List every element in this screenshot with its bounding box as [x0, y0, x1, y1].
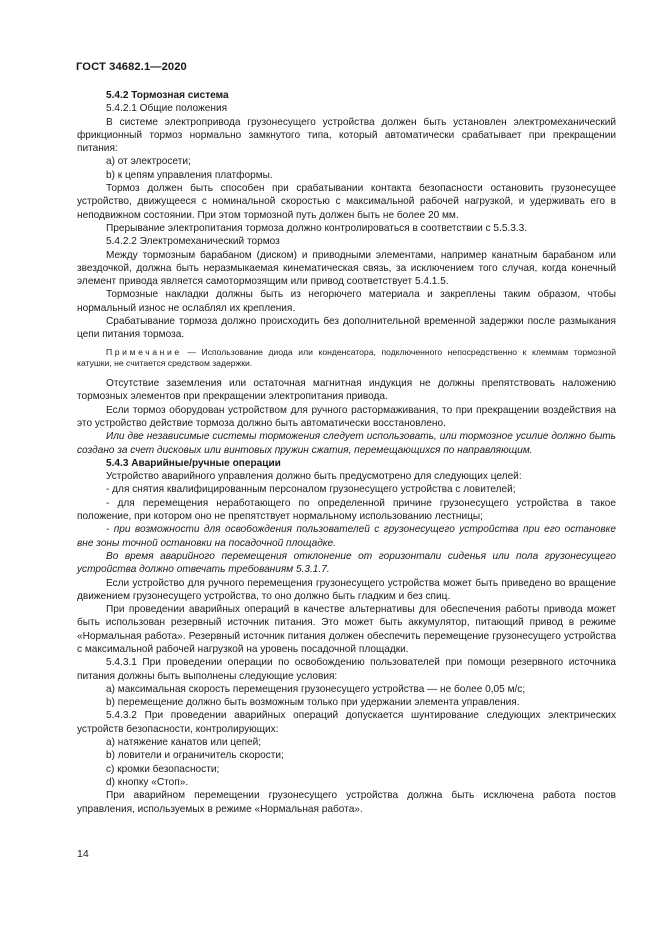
list-item: a) натяжение канатов или цепей;: [106, 737, 262, 749]
paragraph: Тормозные накладки должны быть из негорючего материала и закреплены таким образом, чтобы нормальный износ не ослаблял их крепления.: [77, 289, 616, 314]
note: [77, 347, 616, 370]
section-heading-brake-system: 5.4.2 Тормозная система: [106, 90, 229, 101]
paragraph: Срабатывание тормоза должно происходить без дополнительной временной задержки после размыкания цепи питания тормоза.: [77, 316, 616, 341]
paragraph: Если тормоз оборудован устройством для ручного растормаживания, то при прекращении воздействия на это устройство действие тормоза должно быть автоматически восстановлено.: [77, 404, 616, 429]
note-text: — Использование диода или конденсатора, подключенного непосредственно к клеммам тормозной катушки, не считается средством задержки.: [77, 346, 616, 369]
note-label: Примечание: [106, 346, 182, 357]
list-item-italic: - при возможности для освобождения пользователей с грузонесущего устройства при его остановке вне зоны точной остановки на посадочной площадке.: [77, 524, 616, 549]
list-item: d) кнопку «Стоп».: [106, 776, 189, 788]
paragraph: Прерывание электропитания тормоза должно контролироваться в соответствии с 5.5.3.3.: [106, 222, 528, 234]
paragraph: Устройство аварийного управления должно быть предусмотрено для следующих целей:: [106, 471, 522, 483]
paragraph-italic: Или две независимые системы торможения следует использовать, или тормозное усилие должно быть создано за счет дисковых или винтовых пружин сжатия, перемещающихся по направляющим.: [77, 431, 616, 456]
list-item: c) кромки безопасности;: [106, 763, 220, 775]
list-item: b) перемещение должно быть возможным только при удержании элемента управления.: [106, 697, 520, 709]
paragraph: В системе электропривода грузонесущего устройства должен быть установлен электромеханический фрикционный тормоз нормально замкнутого типа, который автоматически срабатывает при прекращении питания:: [77, 116, 616, 155]
paragraph-italic: Во время аварийного перемещения отклонение от горизонтали сиденья или пола грузонесущего устройства должно отвечать требованиям 5.3.1.7.: [77, 550, 616, 576]
list-item: a) от электросети;: [106, 156, 191, 168]
paragraph: 5.4.3.1 При проведении операции по освобождению пользователей при помощи резервного источника питания должны быть выполнены следующие условия:: [77, 657, 616, 682]
subsection-heading: 5.4.2.2 Электромеханический тормоз: [106, 236, 280, 248]
paragraph: Между тормозным барабаном (диском) и приводными элементами, например канатным барабаном или звездочкой, должна быть неразмыкаемая кинематическая связь, за исключением того случая, когда конечный элемент привода является самотормозящим или привод соответствует 5.4.1.5.: [77, 249, 616, 288]
paragraph: Если устройство для ручного перемещения грузонесущего устройства может быть приведено во вращение движением грузонесущего устройства, то оно должно быть гладким и без спиц.: [77, 577, 616, 602]
page-number: 14: [77, 848, 89, 860]
paragraph: Тормоз должен быть способен при срабатывании контакта безопасности остановить грузонесущее устройство, движущееся с номинальной скоростью с максимальной рабочей нагрузкой, и удерживать его в неподвижном состоянии. При этом тормозной путь должен быть не более 20 мм.: [77, 183, 616, 221]
list-item: a) максимальная скорость перемещения грузонесущего устройства — не более 0,05 м/с;: [106, 683, 526, 695]
section-heading-emergency: 5.4.3 Аварийные/ручные операции: [106, 457, 281, 469]
subsection-heading: 5.4.2.1 Общие положения: [106, 103, 228, 115]
document-body: [77, 89, 616, 816]
document-header: ГОСТ 34682.1—2020: [76, 61, 187, 73]
list-item: - для перемещения неработающего по определенной причине грузонесущего устройства в такое положение, при котором оно не препятствует нормальному использованию лестницы;: [77, 497, 616, 523]
list-item: b) ловители и ограничитель скорости;: [106, 750, 284, 762]
paragraph: Отсутствие заземления или остаточная магнитная индукция не должны препятствовать наложению тормозных элементов при прекращении электропитания привода.: [77, 378, 616, 403]
list-item: - для снятия квалифицированным персоналом грузонесущего устройства с ловителей;: [106, 484, 516, 496]
paragraph: При проведении аварийных операций в качестве альтернативы для обеспечения работы привода может быть использован резервный источник питания. Это может быть аккумулятор, питающий привод в режиме «Нормальная работа». Резервный источник питания должен обеспечить перемещение грузонесущего устройства с максимальной рабочей нагрузкой на уровень посадочной площадки.: [77, 604, 616, 655]
list-item: b) к цепям управления платформы.: [106, 169, 273, 181]
paragraph: 5.4.3.2 При проведении аварийных операций допускается шунтирование следующих электрических устройств безопасности, контролирующих:: [77, 710, 616, 735]
paragraph: При аварийном перемещении грузонесущего устройства должна быть исключена работа постов управления, используемых в режиме «Нормальная работа».: [77, 790, 616, 815]
